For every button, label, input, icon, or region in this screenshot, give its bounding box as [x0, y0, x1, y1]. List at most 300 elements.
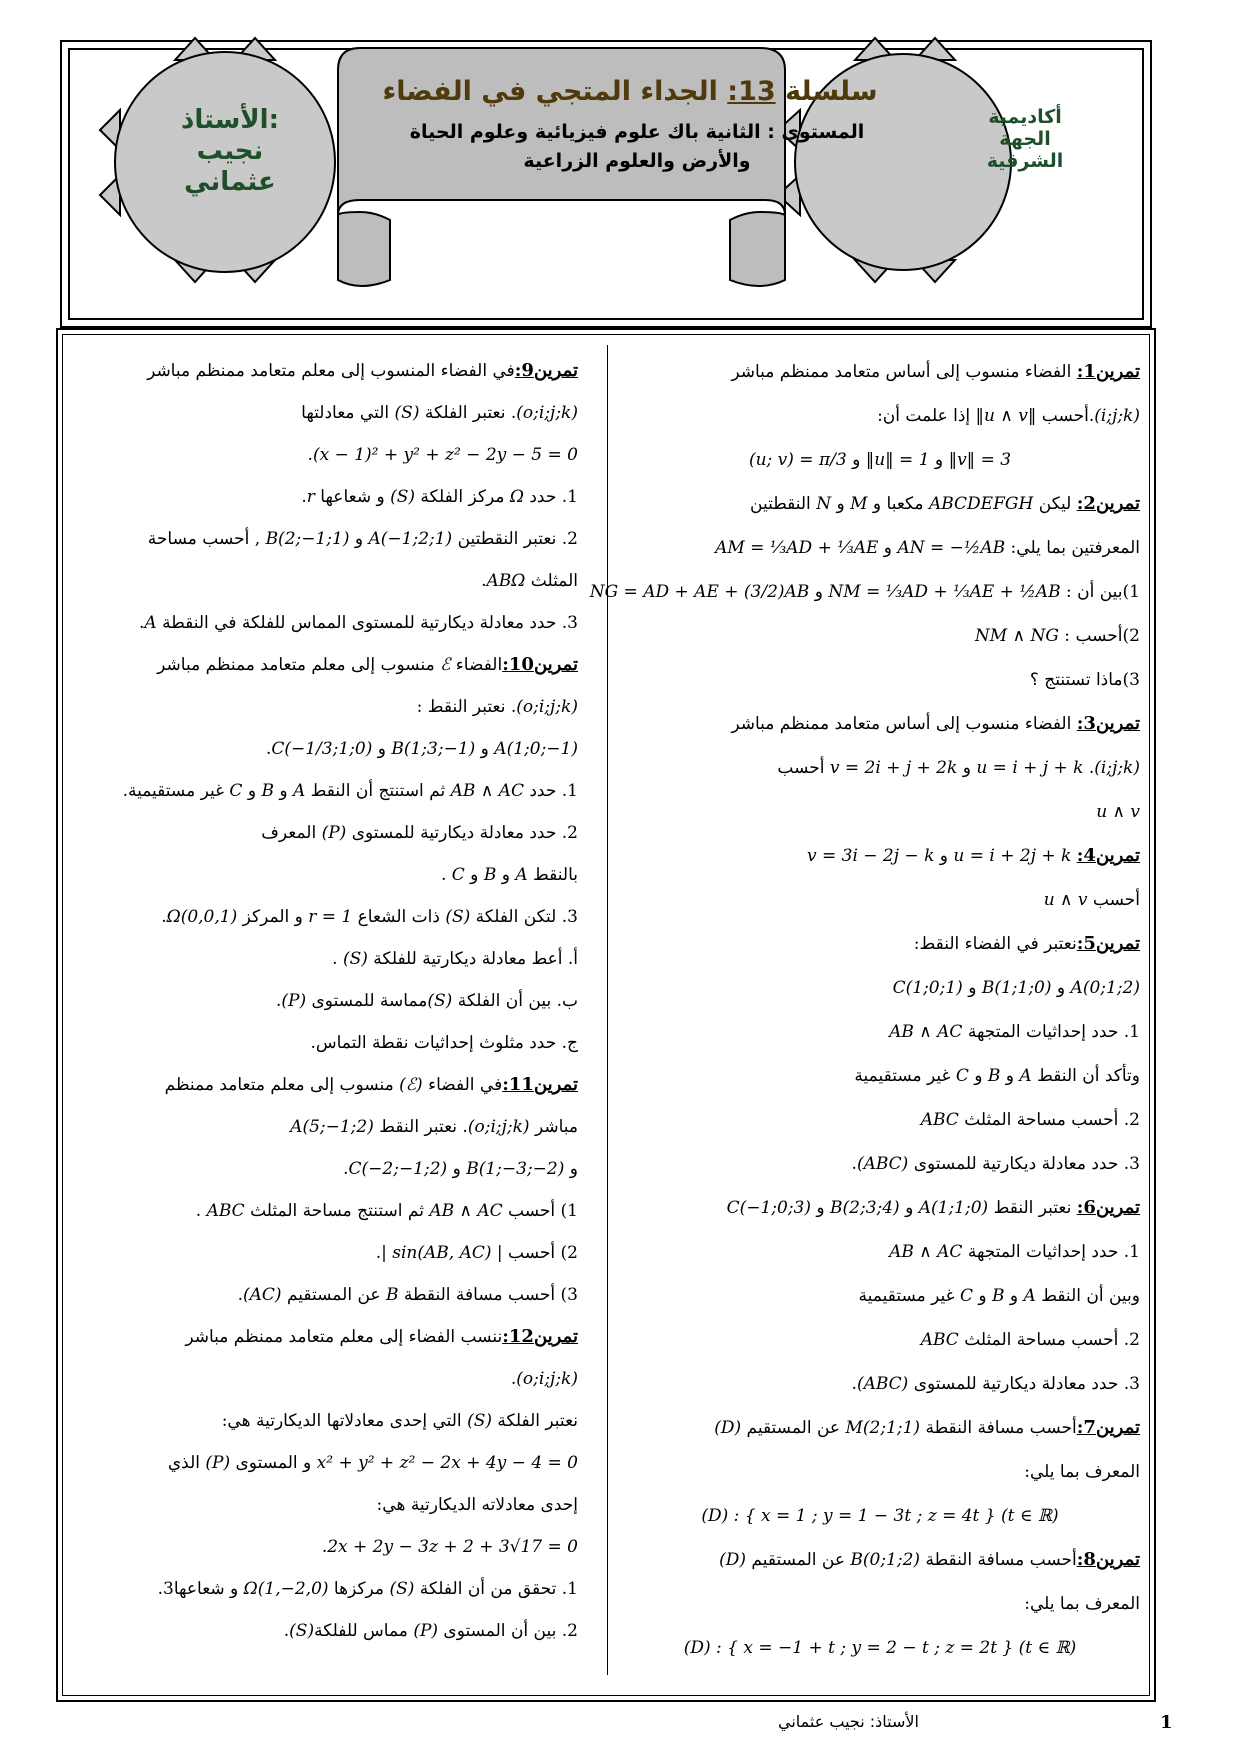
math-expression: (S): [390, 487, 416, 507]
exercise-text: ذات الشعاع: [352, 907, 446, 927]
exercise-text: الفضاء منسوب إلى أساس متعامد ممنظم مباشر: [731, 362, 1077, 382]
exercise-text: 1. حدد إحداثيات المتجهة: [962, 1242, 1140, 1262]
exercise-text: 3. حدد معادلة ديكارتية للمستوى: [908, 1374, 1140, 1394]
exercise-line: [68, 812, 578, 854]
exercise-line: [68, 644, 578, 686]
exercise-text: و: [242, 781, 262, 801]
math-expression: ABC: [920, 1110, 959, 1130]
exercise-text: و: [934, 846, 954, 866]
exercise-text: ليكن: [1033, 494, 1077, 514]
exercise-line: [620, 1274, 1140, 1318]
level-line-2: والأرض والعلوم الزراعية: [523, 150, 751, 172]
math-expression: AB ∧ AC: [889, 1022, 963, 1042]
math-expression: Ω: [509, 487, 524, 507]
exercise-text: المعرف بما يلي:: [1024, 1462, 1140, 1482]
exercise-line: [68, 1022, 578, 1064]
math-expression: N: [816, 494, 832, 514]
exercise-line: [68, 1148, 578, 1190]
exercise-line: [68, 602, 578, 644]
exercise-text: و: [349, 529, 369, 549]
exercise-text: و: [831, 494, 851, 514]
exercise-text: و: [846, 450, 866, 470]
exercise-text: المثلث: [525, 571, 578, 591]
exercise-text: عن المستقيم: [746, 1550, 851, 1570]
exercise-text: و المركز: [237, 907, 309, 927]
exercise-line: [620, 746, 1140, 790]
exercise-text: أ. أعط معادلة ديكارتية للفلكة: [367, 949, 578, 969]
teacher-label: الأستاذ:: [181, 105, 279, 135]
math-expression: (S): [427, 991, 453, 1011]
exercise-text: ثم استنتج مساحة المثلث: [244, 1201, 430, 1221]
page-number: 1: [1160, 1712, 1173, 1733]
exercise-line: [620, 702, 1140, 746]
math-expression: NM ∧ NG: [974, 626, 1059, 646]
math-expression: ℰ: [440, 655, 451, 675]
math-expression: v = 3i − 2j − k: [806, 846, 935, 866]
exercise-text: مماسة للمستوى: [306, 991, 428, 1011]
exercise-text: 1)بين أن :: [1060, 582, 1140, 602]
exercise-line: [620, 966, 1140, 1010]
exercise-text: .: [343, 1159, 349, 1179]
exercise-text: و: [496, 865, 516, 885]
exercise-text: .: [440, 865, 452, 885]
math-expression: (ABC): [856, 1374, 909, 1394]
math-expression: (AC): [243, 1285, 282, 1305]
exercise-line: [68, 518, 578, 560]
exercise-text: .: [237, 1285, 243, 1305]
exercise-line: [68, 770, 578, 812]
exercise-line: [620, 878, 1140, 922]
exercise-text: 3) أحسب مسافة النقطة: [398, 1285, 578, 1305]
exercise-text: و: [273, 781, 293, 801]
exercise-line: [620, 438, 1140, 482]
exercise-text: .: [307, 445, 313, 465]
math-expression: C(−1/3;1;0): [271, 739, 373, 759]
math-expression: B(2;3;4): [830, 1198, 900, 1218]
exercise-text: 1. حدد: [523, 781, 578, 801]
exercise-line: [68, 560, 578, 602]
exercise-text: التي إحدى معادلاتها الديكارتية هي:: [221, 1411, 468, 1431]
exercise-line: [620, 1054, 1140, 1098]
math-expression: ABC: [206, 1201, 245, 1221]
exercise-line: [68, 350, 578, 392]
exercise-text: عن المستقيم: [281, 1285, 386, 1305]
exercise-text: و: [972, 1286, 992, 1306]
math-expression: Ω(1,−2,0): [243, 1579, 329, 1599]
exercise-title: تمرين8:: [1076, 1549, 1140, 1570]
math-expression: (ℰ): [399, 1075, 423, 1095]
teacher-last-name: عثماني: [184, 167, 276, 197]
exercise-text: و: [809, 582, 829, 602]
exercise-text: 3. حدد معادلة ديكارتية للمستوى: [908, 1154, 1140, 1174]
exercise-title: تمرين3:: [1076, 713, 1140, 734]
exercise-text: .: [375, 1243, 382, 1263]
exercise-text: .: [265, 739, 272, 759]
math-expression: (i;j;k): [1094, 406, 1140, 426]
exercise-text: مكعبا و: [867, 494, 929, 514]
math-expression: Ω(0,0,1): [166, 907, 238, 927]
exercise-text: و: [962, 978, 982, 998]
exercise-text: .: [510, 1369, 517, 1389]
math-expression: B: [385, 1285, 399, 1305]
exercise-text: ثم استنتج أن النقط: [305, 781, 451, 801]
math-expression: (D) : { x = −1 + t ; y = 2 − t ; z = 2t } (t ∈ ℝ): [683, 1638, 1077, 1658]
exercise-text: 2. أحسب مساحة المثلث: [958, 1110, 1140, 1130]
exercise-text: غير مستقيمية: [854, 1066, 956, 1086]
math-expression: (S): [389, 1579, 415, 1599]
exercise-title: تمرين11:: [502, 1074, 578, 1095]
teacher-first-name: نجيب: [196, 136, 264, 166]
exercise-text: 1) أحسب: [502, 1201, 578, 1221]
math-expression: A: [1023, 1286, 1036, 1306]
exercise-text: 2. نعتبر النقطتين: [452, 529, 578, 549]
exercise-line: [68, 1610, 578, 1652]
math-expression: ‖u‖ = 1: [865, 450, 930, 470]
exercise-text: الذي: [167, 1453, 206, 1473]
exercise-text: منسوب إلى معلم متعامد ممنظم: [164, 1075, 400, 1095]
column-divider: [607, 345, 608, 1675]
math-expression: B: [991, 1286, 1005, 1306]
math-expression: (o;i;j;k): [516, 403, 578, 423]
math-expression: NM = ⅓AD + ⅓AE + ½AB: [828, 582, 1061, 602]
exercise-text: .: [332, 949, 343, 969]
math-expression: B(1;1;0): [981, 978, 1052, 998]
math-expression: AB ∧ AC: [889, 1242, 963, 1262]
exercise-line: [620, 922, 1140, 966]
exercise-text: إذا علمت أن:: [877, 406, 976, 426]
math-expression: v = 2i + j + 2k: [829, 758, 958, 778]
exercise-text: .أحسب: [1036, 406, 1095, 426]
exercise-line: [620, 1362, 1140, 1406]
exercise-text: .: [275, 991, 282, 1011]
exercise-text: منسوب إلى معلم متعامد ممنظم مباشر: [157, 655, 441, 675]
exercise-text: و المستوى: [230, 1453, 317, 1473]
exercise-line: [68, 1274, 578, 1316]
exercise-line: [620, 1582, 1140, 1626]
exercise-text: عن المستقيم: [741, 1418, 846, 1438]
exercise-text: و شعاعها: [314, 487, 391, 507]
math-expression: (o;i;j;k): [516, 1369, 578, 1389]
exercise-title: تمرين9:: [514, 360, 578, 381]
math-expression: AN = −½AB: [897, 538, 1006, 558]
math-expression: ABCDEFGH: [928, 494, 1034, 514]
exercise-line: [68, 980, 578, 1022]
exercise-text: 3)ماذا تستنتج ؟: [1029, 670, 1140, 690]
exercise-text: ننسب الفضاء إلى معلم متعامد ممنظم مباشر: [185, 1327, 503, 1347]
exercise-text: نعتبر في الفضاء النقط:: [913, 934, 1077, 954]
math-expression: (o;i;j;k): [516, 697, 578, 717]
math-expression: A(5;−1;2): [290, 1117, 374, 1137]
math-expression: ‖u ∧ v‖: [975, 406, 1037, 426]
academy-line-3: الشرقية: [986, 150, 1064, 172]
math-expression: A(1;0;−1): [494, 739, 578, 759]
math-expression: (P): [281, 991, 307, 1011]
exercise-text: المعرف بما يلي:: [1024, 1594, 1140, 1614]
math-expression: ABΩ: [486, 571, 526, 591]
teacher-badge-text: [145, 105, 315, 198]
math-expression: (D): [719, 1550, 747, 1570]
exercise-text: مباشر: [529, 1117, 578, 1137]
exercise-text: .: [283, 1621, 290, 1641]
exercise-line: [68, 476, 578, 518]
math-expression: (S): [467, 1411, 492, 1431]
exercise-text: بالنقط: [527, 865, 578, 885]
exercise-line: [620, 1538, 1140, 1582]
exercise-text: .: [195, 1201, 207, 1221]
exercise-text: المعرف: [261, 823, 322, 843]
math-expression: C(−2;−1;2): [348, 1159, 448, 1179]
exercise-text: و: [1004, 1286, 1024, 1306]
exercise-line: [620, 1010, 1140, 1054]
exercise-text: .: [161, 907, 167, 927]
math-expression: C: [955, 1066, 969, 1086]
math-expression: C(1;0;1): [892, 978, 963, 998]
exercise-line: [620, 1230, 1140, 1274]
exercise-text: وتأكد أن النقط: [1031, 1066, 1140, 1086]
exercise-title: تمرين4:: [1076, 845, 1140, 866]
exercise-title: تمرين7:: [1076, 1417, 1140, 1438]
exercise-text: .: [321, 1537, 328, 1557]
exercise-text: 3. لتكن الفلكة: [470, 907, 578, 927]
exercise-text: غير مستقيمية.: [122, 781, 230, 801]
series-title-topic: الجداء المتجي في الفضاء: [382, 76, 718, 107]
math-expression: u = i + j + k: [976, 758, 1084, 778]
math-expression: B: [483, 865, 497, 885]
exercise-line: [68, 686, 578, 728]
math-expression: NG = AD + AE + (3/2)AB: [589, 582, 810, 602]
exercise-text: نعتبر النقط: [988, 1198, 1077, 1218]
exercise-text: نعتبر الفلكة: [491, 1411, 578, 1431]
exercise-line: [620, 350, 1140, 394]
exercise-text: و: [899, 1198, 919, 1218]
exercise-text: ب. بين أن الفلكة: [452, 991, 578, 1011]
exercise-line: [620, 526, 1140, 570]
math-expression: (S): [289, 1621, 315, 1641]
exercise-text: 2)أحسب :: [1058, 626, 1140, 646]
exercise-text: .: [481, 571, 487, 591]
exercise-text: . نعتبر النقط: [373, 1117, 468, 1137]
series-title-prefix: سلسلة: [785, 76, 878, 107]
math-expression: C: [229, 781, 243, 801]
math-expression: (o;i;j;k): [467, 1117, 530, 1137]
exercise-title: تمرين10:: [502, 654, 578, 675]
exercise-line: [68, 1316, 578, 1358]
exercise-text: و: [957, 758, 977, 778]
math-expression: A: [292, 781, 306, 801]
math-expression: u ∧ v: [1043, 890, 1088, 910]
exercise-line: [68, 1400, 578, 1442]
exercise-line: [620, 1406, 1140, 1450]
exercise-text: 2. أحسب مساحة المثلث: [958, 1330, 1140, 1350]
exercise-line: [620, 1098, 1140, 1142]
math-expression: B(0;1;2): [850, 1550, 921, 1570]
exercise-text: و: [372, 739, 392, 759]
math-expression: B: [987, 1066, 1001, 1086]
exercise-text: .: [301, 487, 307, 507]
math-expression: ‖v‖ = 3: [948, 450, 1012, 470]
exercise-line: [68, 392, 578, 434]
exercise-text: مركز الفلكة: [415, 487, 510, 507]
exercise-text: و: [564, 1159, 578, 1179]
exercise-title: تمرين1:: [1076, 361, 1140, 382]
exercise-text: 1. حدد: [523, 487, 578, 507]
math-expression: C: [959, 1286, 973, 1306]
math-expression: (ABC): [856, 1154, 909, 1174]
exercise-text: 1. حدد إحداثيات المتجهة: [962, 1022, 1140, 1042]
exercise-line: [68, 938, 578, 980]
exercise-line: [620, 1626, 1140, 1670]
math-expression: | sin(AB, AC) |: [381, 1243, 503, 1263]
exercise-line: [68, 1484, 578, 1526]
exercise-line: [68, 1358, 578, 1400]
exercise-text: الفضاء منسوب إلى أساس متعامد ممنظم مباشر: [731, 714, 1077, 734]
exercise-line: [68, 1064, 578, 1106]
math-expression: (D): [714, 1418, 742, 1438]
exercise-text: و: [1000, 1066, 1020, 1086]
math-expression: (x − 1)² + y² + z² − 2y − 5 = 0: [312, 445, 578, 465]
math-expression: 2x + 2y − 3z + 2 + 3√17 = 0: [327, 1537, 578, 1557]
exercise-line: [68, 1190, 578, 1232]
exercise-text: أحسب مسافة النقطة: [920, 1550, 1077, 1570]
math-expression: A: [515, 865, 528, 885]
math-expression: (S): [445, 907, 471, 927]
math-expression: u ∧ v: [1096, 802, 1140, 822]
math-expression: B(1;−3;−2): [466, 1159, 565, 1179]
math-expression: A(1;1;0): [918, 1198, 989, 1218]
exercise-title: تمرين2:: [1076, 493, 1140, 514]
exercise-text: , أحسب مساحة: [147, 529, 266, 549]
exercise-text: 2. حدد معادلة ديكارتية للمستوى: [346, 823, 578, 843]
math-expression: M: [850, 494, 868, 514]
exercise-line: [620, 1186, 1140, 1230]
exercise-text: أحسب: [777, 758, 830, 778]
exercise-title: تمرين5:: [1076, 933, 1140, 954]
math-expression: (S): [342, 949, 368, 969]
math-expression: r = 1: [308, 907, 353, 927]
exercise-text: و: [811, 1198, 831, 1218]
exercise-text: التي معادلتها: [301, 403, 395, 423]
exercise-line: [620, 1450, 1140, 1494]
exercise-text: و: [464, 865, 484, 885]
academy-line-2: الجهة: [999, 128, 1051, 150]
math-expression: B(1;3;−1): [391, 739, 476, 759]
exercise-line: [589, 570, 1140, 614]
exercise-line: [68, 728, 578, 770]
math-expression: C(−1;0;3): [726, 1198, 811, 1218]
exercise-line: [68, 1232, 578, 1274]
exercise-line: [620, 658, 1140, 702]
exercise-text: في الفضاء المنسوب إلى معلم متعامد ممنظم مباشر: [147, 361, 515, 381]
exercise-text: و: [475, 739, 495, 759]
exercise-text: ج. حدد مثلوث إحداثيات نقطة التماس.: [310, 1033, 578, 1053]
exercise-text: 1. تحقق من أن الفلكة: [414, 1579, 578, 1599]
exercise-text: و: [878, 538, 898, 558]
academy-line-1: أكاديمية: [988, 106, 1062, 128]
exercise-text: و شعاعها3.: [157, 1579, 244, 1599]
math-expression: B(2;−1;1): [265, 529, 350, 549]
math-expression: (i;j;k): [1094, 758, 1140, 778]
exercises-left-column: [68, 350, 578, 1652]
exercise-text: النقطتين: [750, 494, 817, 514]
math-expression: x² + y² + z² − 2x + 4y − 4 = 0: [316, 1453, 578, 1473]
exercise-text: في الفضاء: [422, 1075, 503, 1095]
math-expression: u = i + 2j + k: [953, 846, 1072, 866]
math-expression: A: [1019, 1066, 1032, 1086]
exercise-line: [620, 482, 1140, 526]
math-expression: C: [451, 865, 465, 885]
math-expression: B: [261, 781, 274, 801]
exercise-line: [68, 434, 578, 476]
math-expression: (P): [205, 1453, 231, 1473]
exercise-text: مركزها: [328, 1579, 390, 1599]
exercise-text: إحدى معادلاته الديكارتية هي:: [376, 1495, 578, 1515]
exercise-text: و: [447, 1159, 467, 1179]
exercise-text: و: [1051, 978, 1071, 998]
math-expression: A: [144, 613, 157, 633]
math-expression: (P): [321, 823, 347, 843]
math-expression: (D) : { x = 1 ; y = 1 − 3t ; z = 4t } (t ∈ ℝ): [701, 1506, 1059, 1526]
footer-author: الأستاذ: نجيب عثماني: [778, 1712, 919, 1731]
exercise-line: [68, 854, 578, 896]
math-expression: r: [306, 487, 315, 507]
level-description: [392, 118, 882, 176]
math-expression: A(−1;2;1): [368, 529, 453, 549]
exercise-text: . نعتبر النقط :: [416, 697, 517, 717]
exercise-text: مماس للفلكة: [314, 1621, 414, 1641]
exercise-text: .: [851, 1154, 857, 1174]
exercise-line: [68, 1526, 578, 1568]
exercise-text: غير مستقيمية: [858, 1286, 960, 1306]
exercise-text: 2) أحسب: [502, 1243, 578, 1263]
exercise-text: و: [929, 450, 949, 470]
math-expression: (u; v) = π/3: [748, 450, 847, 470]
exercise-line: [68, 1568, 578, 1610]
exercise-line: [620, 1318, 1140, 1362]
exercise-line: [620, 614, 1140, 658]
exercise-title: تمرين6:: [1076, 1197, 1140, 1218]
exercise-line: [620, 790, 1140, 834]
math-expression: M(2;1;1): [845, 1418, 921, 1438]
series-title: [380, 76, 880, 107]
exercise-line: [620, 1494, 1140, 1538]
math-expression: AB ∧ AC: [429, 1201, 503, 1221]
series-title-number: 13:: [727, 76, 776, 107]
exercise-text: .: [851, 1374, 857, 1394]
exercise-line: [620, 1142, 1140, 1186]
exercise-line: [68, 896, 578, 938]
exercise-text: .: [1083, 758, 1095, 778]
academy-badge-text: [950, 106, 1100, 172]
exercise-text: الفضاء: [450, 655, 503, 675]
exercise-text: المعرفتين بما يلي:: [1005, 538, 1140, 558]
math-expression: (P): [413, 1621, 439, 1641]
exercise-text: وبين أن النقط: [1035, 1286, 1140, 1306]
exercise-text: . نعتبر الفلكة: [419, 403, 517, 423]
level-line-1: المستوى : الثانية باك علوم فيزيائية وعلوم الحياة: [409, 121, 865, 143]
math-expression: AM = ⅓AD + ⅓AE: [715, 538, 879, 558]
exercise-line: [68, 1442, 578, 1484]
exercise-text: أحسب: [1087, 890, 1140, 910]
exercises-right-column: [589, 350, 1140, 1670]
exercise-text: 3. حدد معادلة ديكارتية للمستوى المماس للفلكة في النقطة: [156, 613, 578, 633]
exercise-text: .: [139, 613, 145, 633]
exercise-line: [620, 834, 1140, 878]
math-expression: (S): [394, 403, 420, 423]
exercise-line: [68, 1106, 578, 1148]
exercise-text: و: [968, 1066, 988, 1086]
exercise-title: تمرين12:: [502, 1326, 578, 1347]
math-expression: A(0;1;2): [1070, 978, 1140, 998]
